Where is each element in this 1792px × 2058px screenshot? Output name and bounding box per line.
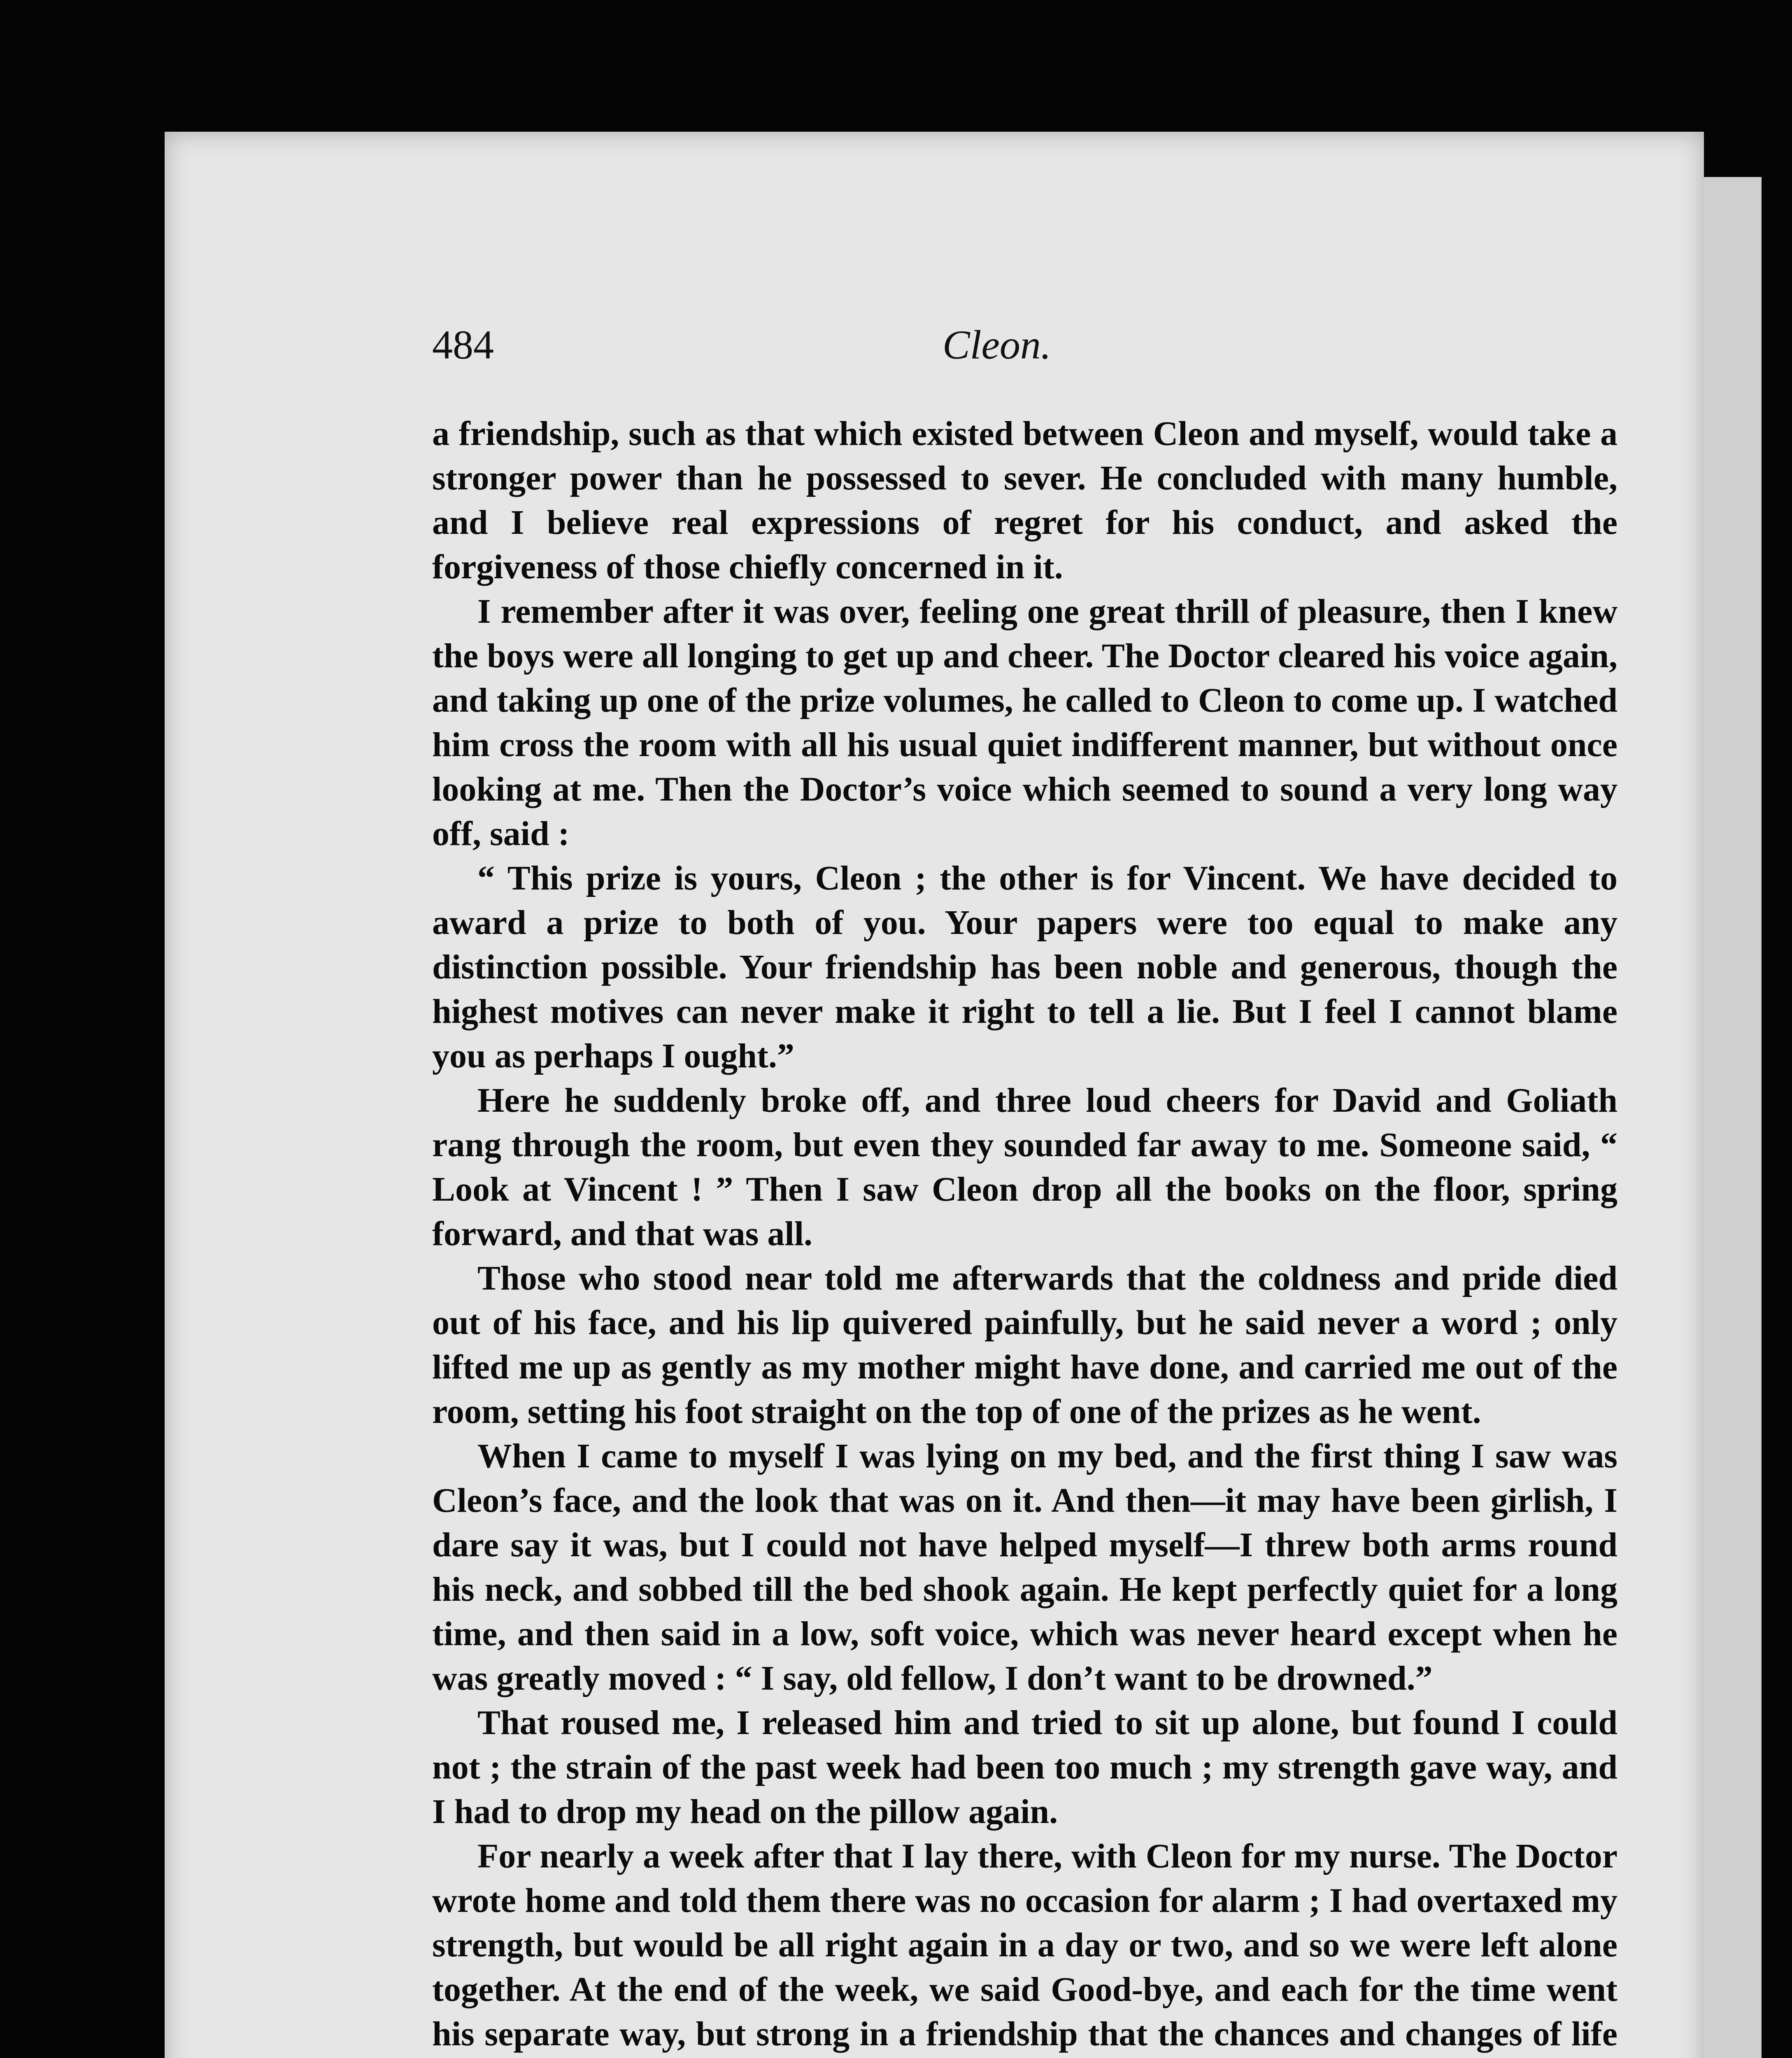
chapter-title: Cleon. [943,322,1051,368]
paragraph: Here he suddenly broke off, and three loud cheers for David and Goliath rang through the room, but even they sounded far away to me. Someone said, “ Look at Vincent ! ” Then I saw Cleon drop all the books on the floor, spring forward, and that was all. [432,1081,1617,1253]
body-text [432,412,1617,2058]
running-head [432,321,1617,379]
page-number: 484 [432,322,494,368]
paragraph: Those who stood near told me afterwards that the coldness and pride died out of his face, and his lip quivered painfully, but he said never a word ; only lifted me up as gently as my mother might have done, and carried me out of the room, setting his foot straight on the top of one of the prizes as he went. [432,1259,1617,1431]
paragraph: “ This prize is yours, Cleon ; the other is for Vincent. We have decided to award a prize to both of you. Your papers were too equal to make any distinction possible. Your friendship has been noble and generous, though the highest motives can never make it right to tell a lie. But I feel I cannot blame you as perhaps I ought.” [432,859,1617,1075]
paragraph: For nearly a week after that I lay there, with Cleon for my nurse. The Doctor wrote home and told them there was no occasion for alarm ; I had overtaxed my strength, but would be all right again in a day or two, and so we were left alone together. At the end of the week, we said Good-bye, and each for the time went his separate way, but strong in a friendship that the chances and changes of life [432,1837,1617,2053]
paragraph: a friendship, such as that which existed between Cleon and myself, would take a stronger power than he possessed to sever. He concluded with many humble, and I believe real expressions of regret for his conduct, and asked the forgiveness of those chiefly concerned in it. [432,414,1617,586]
paragraph: When I came to myself I was lying on my bed, and the first thing I saw was Cleon’s face, and the look that was on it. And then—it may have been girlish, I dare say it was, but I could not have helped myself—I threw both arms round his neck, and sobbed till the bed shook again. He kept perfectly quiet for a long time, and then said in a low, soft voice, which was never heard except when he was greatly moved : “ I say, old fellow, I don’t want to be drowned.” [432,1437,1617,1697]
paragraph: That roused me, I released him and tried to sit up alone, but found I could not ; the strain of the past week had been too much ; my strength gave way, and I had to drop my head on the pillow again. [432,1704,1617,1831]
page-edge [1704,177,1762,2058]
paragraph: I remember after it was over, feeling one great thrill of pleasure, then I knew the boys were all longing to get up and cheer. The Doctor cleared his voice again, and taking up one of the prize volumes, he called to Cleon to come up. I watched him cross the room with all his usual quiet indifferent manner, but without once looking at me. Then the Doctor’s voice which seemed to sound a very long way off, said : [432,592,1617,853]
